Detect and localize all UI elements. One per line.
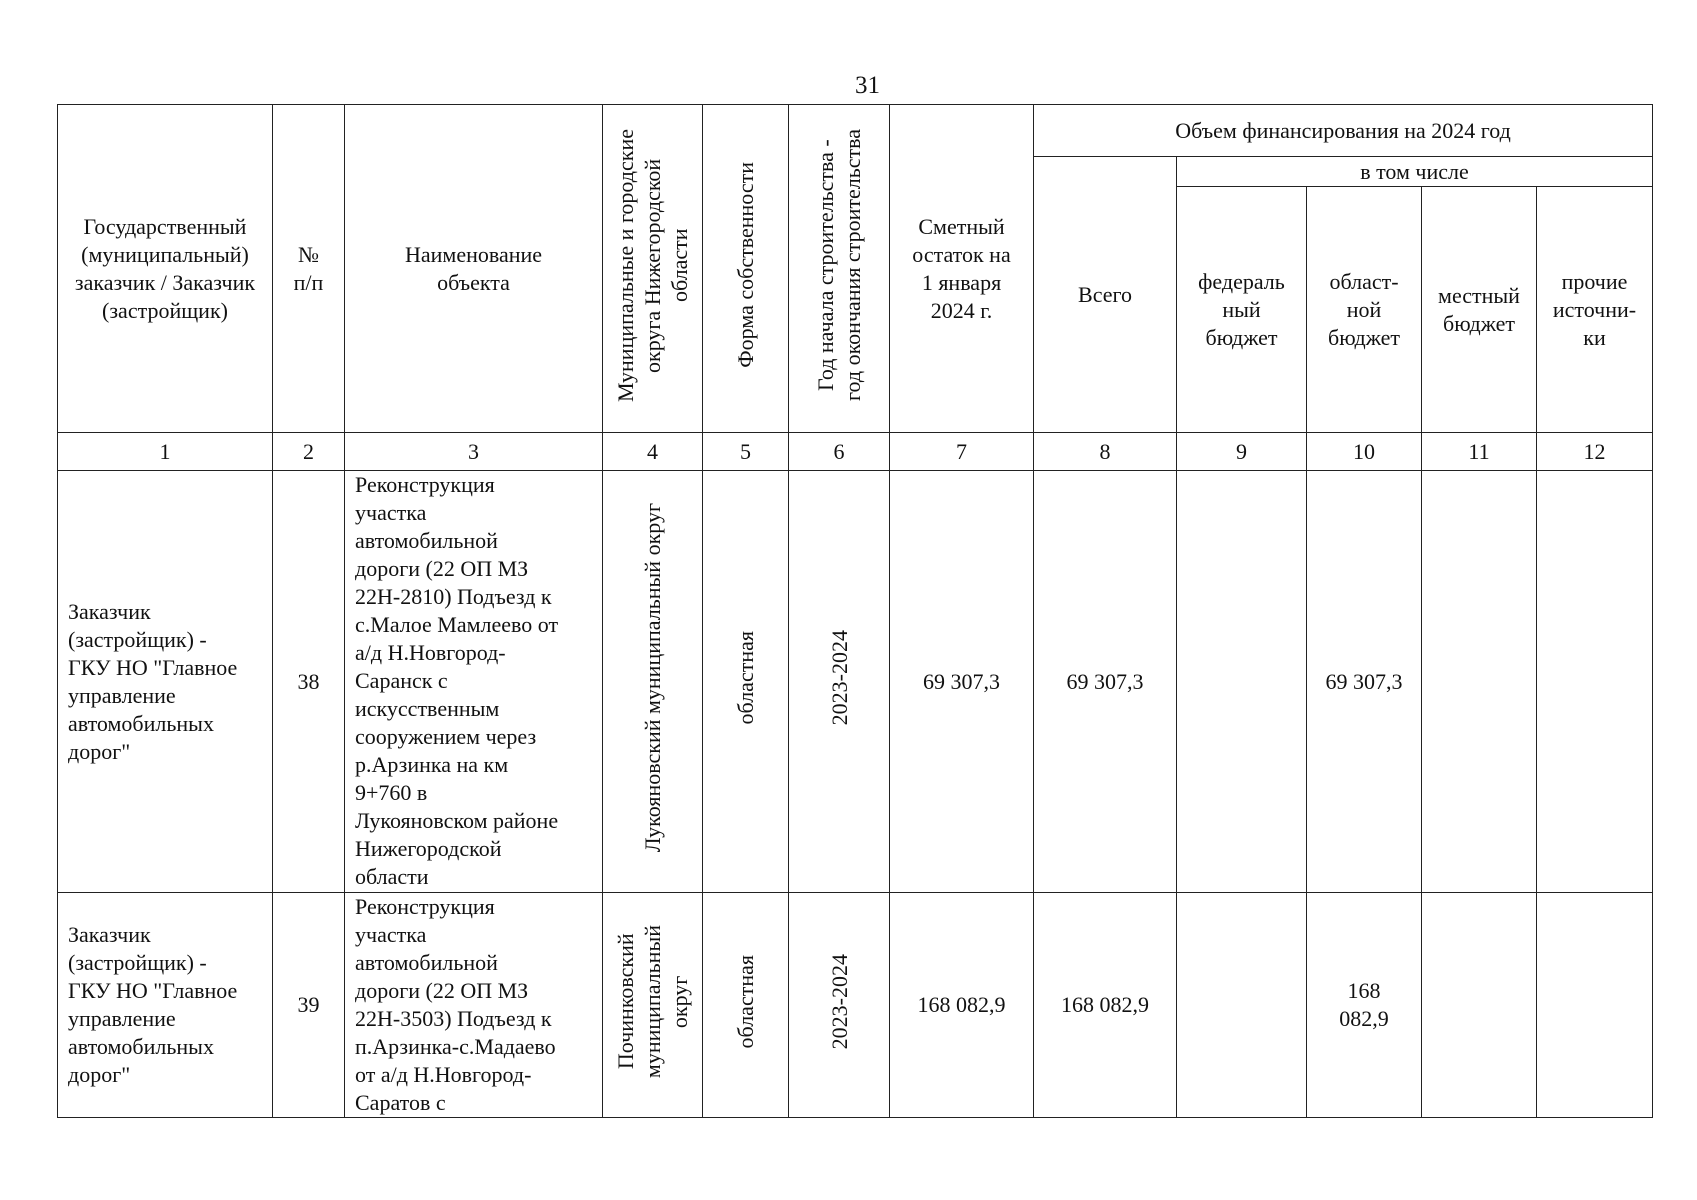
column-number: 8 — [1034, 433, 1177, 471]
row-estimate: 69 307,3 — [890, 471, 1034, 893]
header-years: Год начала строительства - год окончания строительства — [789, 105, 890, 433]
header-financing: Объем финансирования на 2024 год — [1034, 105, 1653, 157]
column-number: 1 — [58, 433, 273, 471]
row-estimate: 168 082,9 — [890, 893, 1034, 1118]
column-number: 4 — [603, 433, 703, 471]
table-row — [58, 471, 1653, 893]
row-ownership: областная — [703, 471, 789, 893]
row-total: 168 082,9 — [1034, 893, 1177, 1118]
header-districts: Муниципальные и городские округа Нижегородской области — [603, 105, 703, 433]
column-number: 10 — [1307, 433, 1422, 471]
column-number: 9 — [1177, 433, 1307, 471]
header-other: прочие источни- ки — [1537, 187, 1653, 433]
header-number: № п/п — [273, 105, 345, 433]
row-federal — [1177, 471, 1307, 893]
header-including: в том числе — [1177, 157, 1653, 187]
header-regional: област- ной бюджет — [1307, 187, 1422, 433]
header-estimate: Сметный остаток на 1 января 2024 г. — [890, 105, 1034, 433]
row-number: 39 — [273, 893, 345, 1118]
row-regional: 69 307,3 — [1307, 471, 1422, 893]
row-district: Лукояновский муниципальный округ — [603, 471, 703, 893]
column-number: 5 — [703, 433, 789, 471]
table-row — [58, 893, 1653, 1118]
row-years: 2023-2024 — [789, 471, 890, 893]
row-object-name: Реконструкция участка автомобильной дороги (22 ОП МЗ 22Н-3503) Подъезд к п.Арзинка-с.Мадаево от а/д Н.Новгород- Саратов с — [345, 893, 603, 1118]
row-number: 38 — [273, 471, 345, 893]
row-regional: 168 082,9 — [1307, 893, 1422, 1118]
row-years: 2023-2024 — [789, 893, 890, 1118]
row-other — [1537, 893, 1653, 1118]
column-number: 12 — [1537, 433, 1653, 471]
header-customer: Государственный (муниципальный) заказчик / Заказчик (застройщик) — [58, 105, 273, 433]
row-customer: Заказчик (застройщик) - ГКУ НО "Главное управление автомобильных дорог" — [58, 471, 273, 893]
financing-table — [57, 104, 1653, 1118]
column-number: 11 — [1422, 433, 1537, 471]
header-object-name: Наименование объекта — [345, 105, 603, 433]
row-district: Починковский муниципальный округ — [603, 893, 703, 1118]
header-local: местный бюджет — [1422, 187, 1537, 433]
row-federal — [1177, 893, 1307, 1118]
row-local — [1422, 471, 1537, 893]
row-local — [1422, 893, 1537, 1118]
column-number: 2 — [273, 433, 345, 471]
page-number: 31 — [855, 72, 880, 99]
row-object-name: Реконструкция участка автомобильной дороги (22 ОП МЗ 22Н-2810) Подъезд к с.Малое Мамлеево от а/д Н.Новгород- Саранск с искусственным сооружением через р.Арзинка на км 9+760 в Лукояновском районе Нижегородской области — [345, 471, 603, 893]
column-number: 6 — [789, 433, 890, 471]
column-number: 3 — [345, 433, 603, 471]
header-ownership: Форма собственности — [703, 105, 789, 433]
row-customer: Заказчик (застройщик) - ГКУ НО "Главное управление автомобильных дорог" — [58, 893, 273, 1118]
header-total: Всего — [1034, 157, 1177, 433]
column-numbers-row — [58, 433, 1653, 471]
row-ownership: областная — [703, 893, 789, 1118]
header-federal: федераль ный бюджет — [1177, 187, 1307, 433]
column-number: 7 — [890, 433, 1034, 471]
row-total: 69 307,3 — [1034, 471, 1177, 893]
row-other — [1537, 471, 1653, 893]
